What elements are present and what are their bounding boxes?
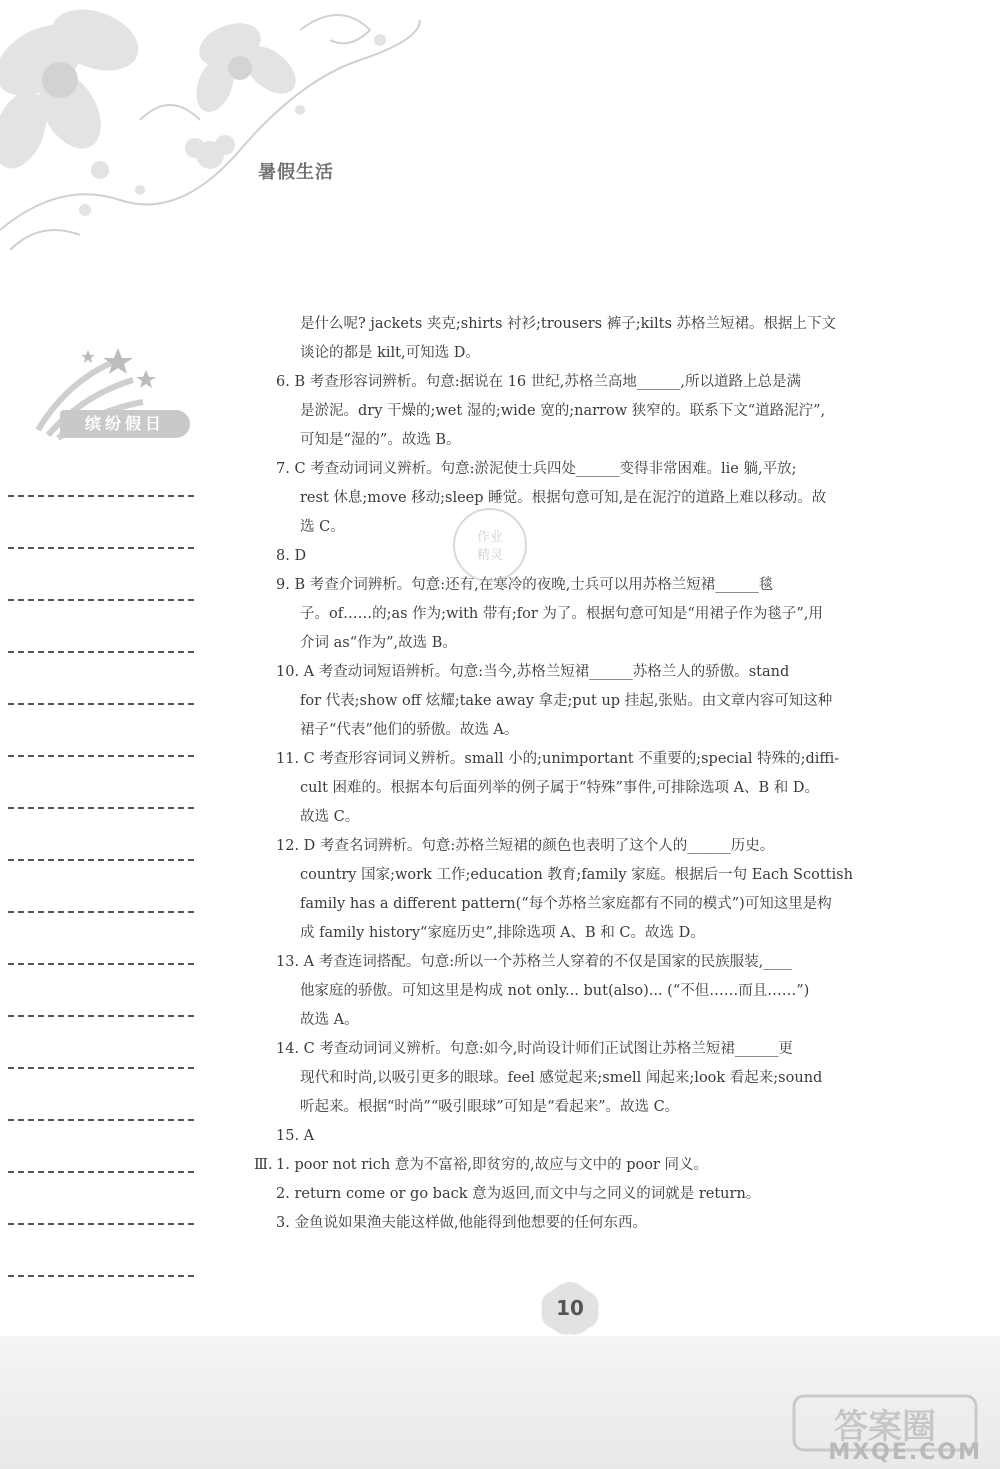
text-line: 谈论的都是 kilt,可知选 D。 bbox=[300, 345, 480, 361]
answer-item-7 bbox=[276, 455, 886, 542]
note-line bbox=[8, 1017, 194, 1069]
note-line bbox=[8, 1069, 194, 1121]
text-line: 13. A 考查连词搭配。句意:所以一个苏格兰人穿着的不仅是国家的民族服装,____ bbox=[276, 954, 793, 970]
sidebar-badge-label: 缤纷假日 bbox=[60, 410, 190, 438]
text-line: 介词 as“作为”,故选 B。 bbox=[300, 635, 457, 651]
note-line bbox=[8, 965, 194, 1017]
text-line: 故选 C。 bbox=[300, 809, 360, 825]
section-numeral: Ⅲ. bbox=[254, 1157, 273, 1173]
note-line bbox=[8, 1225, 194, 1277]
text-line: 裙子“代表”他们的骄傲。故选 A。 bbox=[300, 722, 519, 738]
text-line: rest 休息;move 移动;sleep 睡觉。根据句意可知,是在泥泞的道路上难以移动。故 bbox=[300, 490, 827, 506]
seal-text: 精灵 bbox=[476, 548, 504, 563]
note-line bbox=[8, 1121, 194, 1173]
text-line: 9. B 考查介词辨析。句意:还有,在寒冷的夜晚,士兵可以用苏格兰短裙______毯 bbox=[276, 577, 774, 593]
text-line: 14. C 考查动词词义辨析。句意:如今,时尚设计师们正试图让苏格兰短裙______更 bbox=[276, 1041, 793, 1057]
answer-item-9 bbox=[276, 571, 886, 658]
note-line bbox=[8, 757, 194, 809]
note-line bbox=[8, 653, 194, 705]
intro-paragraph bbox=[276, 310, 886, 368]
section-iii bbox=[254, 1151, 886, 1238]
text-line: 6. B 考查形容词辨析。句意:据说在 16 世纪,苏格兰高地______,所以道路上总是满 bbox=[276, 374, 801, 390]
site-watermark: MXQE.COM bbox=[828, 1440, 982, 1465]
text-line: family has a different pattern(“每个苏格兰家庭都有不同的模式”)可知这里是构 bbox=[300, 896, 832, 912]
text-line: for 代表;show off 炫耀;take away 拿走;put up 挂起,张贴。由文章内容可知这种 bbox=[300, 693, 833, 709]
text-line: 是淤泥。dry 干燥的;wet 湿的;wide 宽的;narrow 狭窄的。联系下文“道路泥泞”, bbox=[300, 403, 826, 419]
text-line: 1. poor not rich 意为不富裕,即贫穷的,故应与文中的 poor 同义。 bbox=[276, 1157, 708, 1173]
answer-item-11 bbox=[276, 745, 886, 832]
text-line: 8. D bbox=[276, 548, 307, 564]
note-line bbox=[8, 861, 194, 913]
answer-item-6 bbox=[276, 368, 886, 455]
stamp-text: 答案圈 bbox=[834, 1407, 936, 1447]
text-line: 听起来。根据“时尚”“吸引眼球”可知是“看起来”。故选 C。 bbox=[300, 1099, 680, 1115]
page-number: 10 bbox=[556, 1296, 584, 1320]
text-line: 子。of……的;as 作为;with 带有;for 为了。根据句意可知是“用裙子作为毯子”,用 bbox=[300, 606, 823, 622]
note-line bbox=[8, 705, 194, 757]
seal-watermark bbox=[450, 505, 530, 585]
answer-item-10 bbox=[276, 658, 886, 745]
seal-text: 作业 bbox=[476, 530, 504, 545]
text-line: 2. return come or go back 意为返回,而文中与之同义的词就是 return。 bbox=[276, 1186, 761, 1202]
note-line bbox=[8, 913, 194, 965]
note-line bbox=[8, 1173, 194, 1225]
answer-item-13 bbox=[276, 948, 886, 1035]
answer-item-12 bbox=[276, 832, 886, 948]
text-line: country 国家;work 工作;education 教育;family 家庭。根据后一句 Each Scottish bbox=[300, 867, 853, 883]
text-line: 11. C 考查形容词词义辨析。small 小的;unimportant 不重要的;special 特殊的;diffi- bbox=[276, 751, 840, 767]
answer-item-8 bbox=[276, 542, 886, 571]
text-line: 可知是“湿的”。故选 B。 bbox=[300, 432, 461, 448]
text-line: 他家庭的骄傲。可知这里是构成 not only... but(also)... (“不但……而且……”) bbox=[300, 983, 810, 999]
text-line: cult 困难的。根据本句后面列举的例子属于“特殊”事件,可排除选项 A、B 和 D。 bbox=[300, 780, 820, 796]
note-line bbox=[8, 497, 194, 549]
text-line: 7. C 考查动词词义辨析。句意:淤泥使士兵四处______变得非常困难。lie 躺,平放; bbox=[276, 461, 797, 477]
page-number-badge bbox=[538, 1280, 602, 1336]
text-line: 12. D 考查名词辨析。句意:苏格兰短裙的颜色也表明了这个人的______历史。 bbox=[276, 838, 775, 854]
answer-item-15 bbox=[276, 1122, 886, 1151]
floral-decoration bbox=[0, 0, 440, 280]
text-line: 10. A 考查动词短语辨析。句意:当今,苏格兰短裙______苏格兰人的骄傲。stand bbox=[276, 664, 790, 680]
text-line: 现代和时尚,以吸引更多的眼球。feel 感觉起来;smell 闻起来;look 看起来;sound bbox=[300, 1070, 823, 1086]
answer-item-14 bbox=[276, 1035, 886, 1122]
text-line: 是什么呢? jackets 夹克;shirts 衬衫;trousers 裤子;kilts 苏格兰短裙。根据上下文 bbox=[300, 316, 837, 332]
text-line: 15. A bbox=[276, 1128, 315, 1144]
note-line bbox=[8, 809, 194, 861]
note-line bbox=[8, 549, 194, 601]
header-title: 暑假生活 bbox=[258, 162, 334, 183]
text-line: 成 family history“家庭历史”,排除选项 A、B 和 C。故选 D。 bbox=[300, 925, 705, 941]
notes-area bbox=[8, 445, 194, 1277]
note-line bbox=[8, 445, 194, 497]
note-line bbox=[8, 601, 194, 653]
text-line: 选 C。 bbox=[300, 519, 345, 535]
text-line: 故选 A。 bbox=[300, 1012, 359, 1028]
answer-content bbox=[254, 310, 886, 1238]
text-line: 3. 金鱼说如果渔夫能这样做,他能得到他想要的任何东西。 bbox=[276, 1215, 648, 1231]
